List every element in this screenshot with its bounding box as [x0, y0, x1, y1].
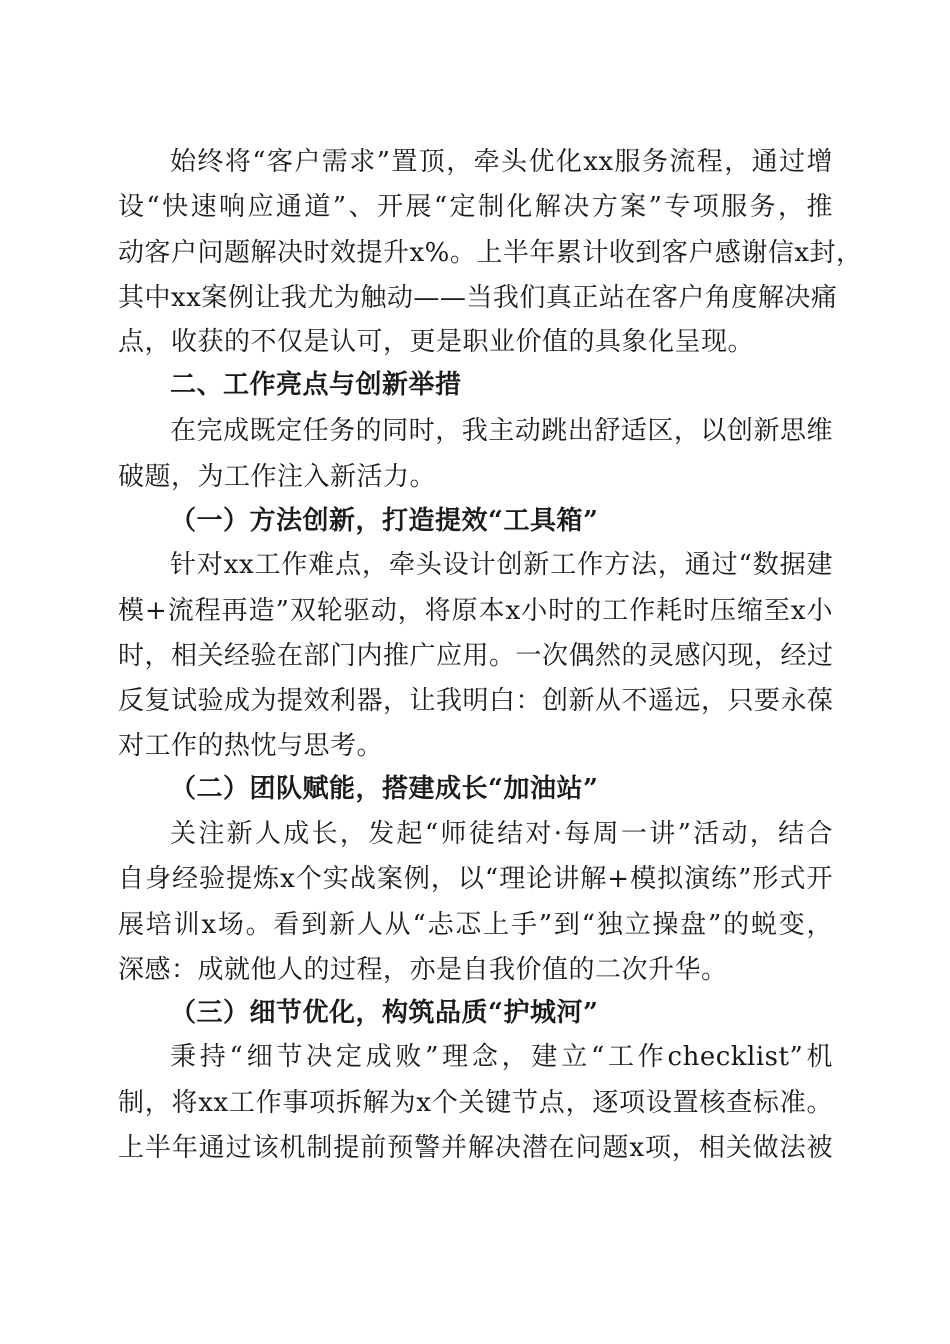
paragraph-line: 针对xx工作难点，牵头设计创新工作方法，通过“数据建: [170, 550, 833, 580]
paragraph-line: 始终将“客户需求”置顶，牵头优化xx服务流程，通过增: [170, 147, 833, 177]
paragraph-line: 秉持“细节决定成败”理念，建立“工作checklist”机: [170, 1042, 833, 1072]
subsection-heading: （一）方法创新，打造提效“工具箱”: [170, 506, 599, 536]
paragraph-line: 时，相关经验在部门内推广应用。一次偶然的灵感闪现，经过: [118, 641, 834, 671]
paragraph-line: 破题，为工作注入新活力。: [118, 462, 437, 492]
paragraph-line: 制，将xx工作事项拆解为x个关键节点，逐项设置核查标准。: [118, 1088, 833, 1118]
paragraph-line: 反复试验成为提效利器，让我明白：创新从不遥远，只要永葆: [118, 686, 834, 716]
paragraph-line: 模+流程再造”双轮驱动，将原本x小时的工作耗时压缩至x小: [118, 596, 833, 626]
paragraph-line: 上半年通过该机制提前预警并解决潜在问题x项，相关做法被: [118, 1133, 833, 1163]
paragraph-line: 自身经验提炼x个实战案例，以“理论讲解+模拟演练”形式开: [118, 864, 833, 894]
paragraph-line: 设“快速响应通道”、开展“定制化解决方案”专项服务，推: [118, 192, 833, 222]
paragraph-line: 展培训x场。看到新人从“忐忑上手”到“独立操盘”的蜕变，: [118, 910, 833, 940]
paragraph-line: 深感：成就他人的过程，亦是自我价值的二次升华。: [118, 955, 728, 985]
paragraph-line: 点，收获的不仅是认可，更是职业价值的具象化呈现。: [118, 327, 755, 357]
paragraph-line: 关注新人成长，发起“师徒结对·每周一讲”活动，结合: [170, 819, 833, 849]
paragraph-line: 对工作的热忱与思考。: [118, 731, 384, 761]
paragraph-line: 其中xx案例让我尤为触动——当我们真正站在客户角度解决痛: [118, 283, 838, 313]
paragraph-line: 在完成既定任务的同时，我主动跳出舒适区，以创新思维: [170, 416, 833, 446]
paragraph-line: 动客户问题解决时效提升x%。上半年累计收到客户感谢信x封，: [118, 238, 863, 268]
subsection-heading: （二）团队赋能，搭建成长“加油站”: [170, 774, 599, 804]
section-heading: 二、工作亮点与创新举措: [170, 370, 462, 400]
subsection-heading: （三）细节优化，构筑品质“护城河”: [170, 998, 599, 1028]
